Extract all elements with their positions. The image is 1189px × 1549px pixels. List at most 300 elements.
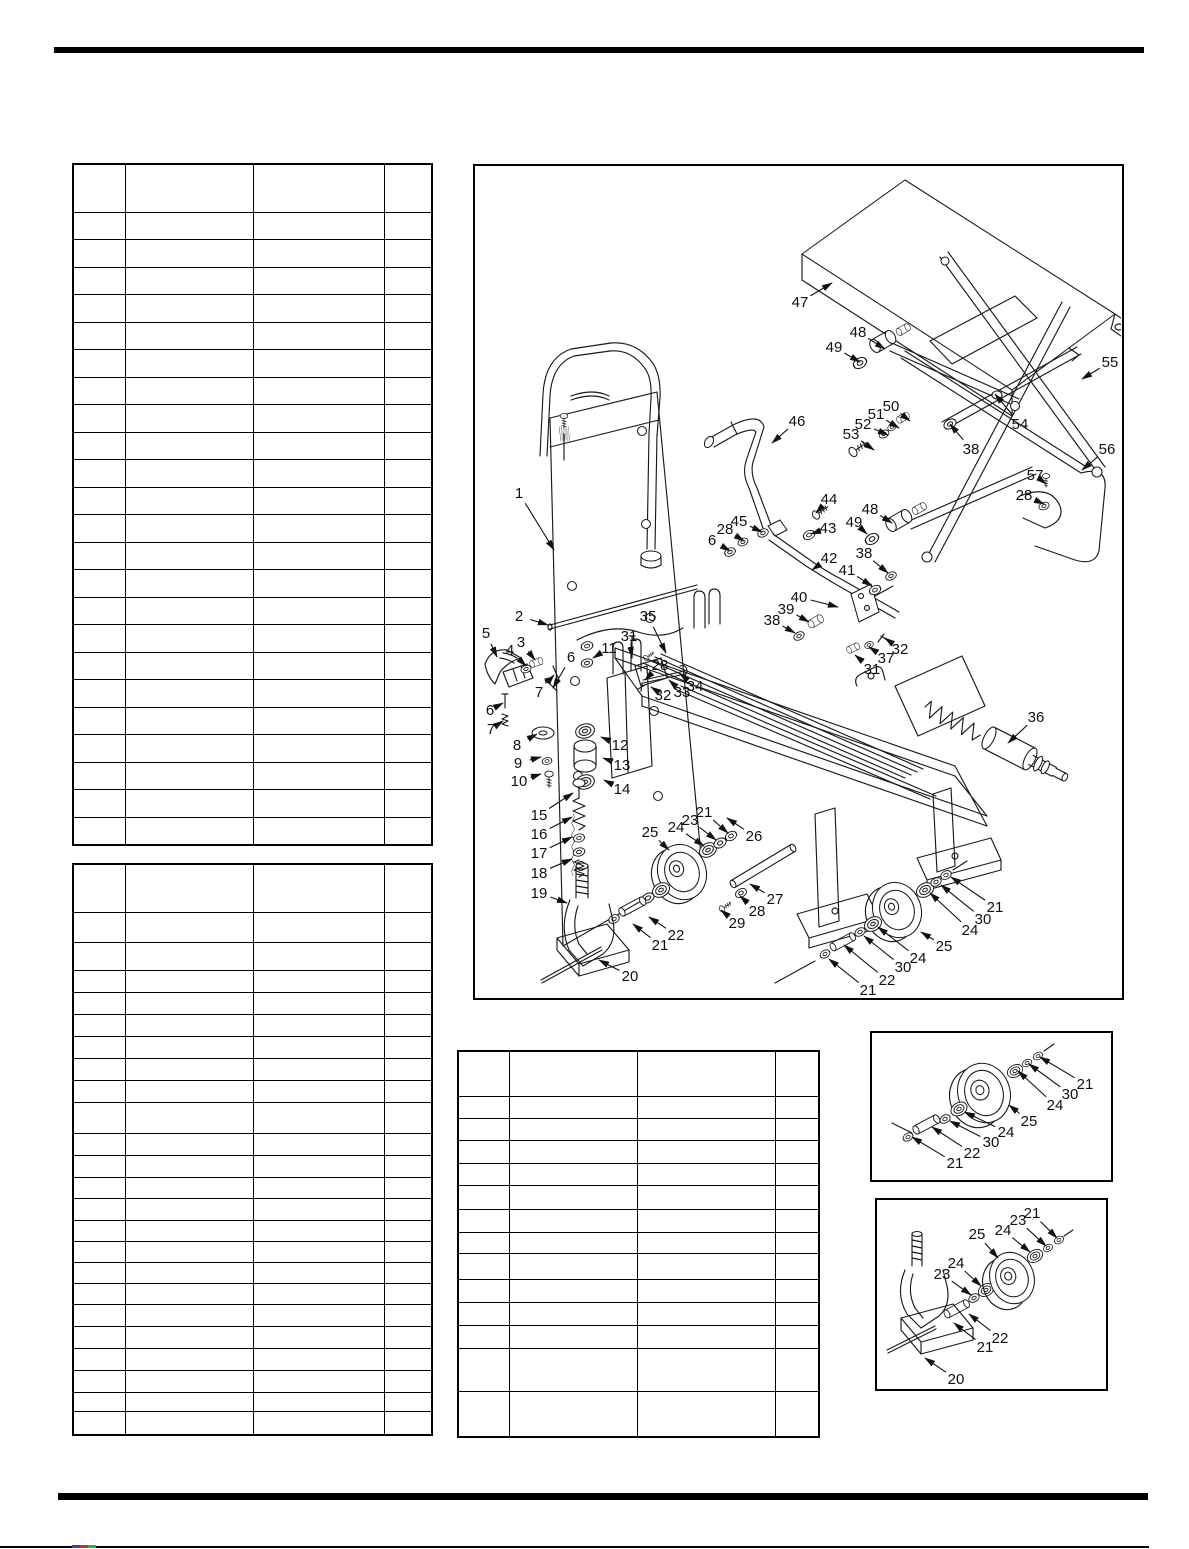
table-cell <box>775 1096 819 1118</box>
part-number-label: 38 <box>962 441 980 458</box>
label-leader-arrow <box>1018 1071 1046 1097</box>
table-header-row <box>458 1051 819 1096</box>
table-cell <box>637 1302 775 1325</box>
part-number-label: 50 <box>882 398 900 415</box>
table-cell <box>384 322 432 350</box>
label-leader-arrow <box>1009 1105 1020 1114</box>
table-cell <box>253 542 384 570</box>
table-cell <box>775 1325 819 1348</box>
table-row <box>458 1253 819 1279</box>
table-cell <box>509 1391 637 1437</box>
pump-handle <box>703 419 771 528</box>
table-row <box>458 1302 819 1325</box>
label-leader-arrow <box>1082 368 1100 379</box>
table-row <box>73 817 432 845</box>
table-cell <box>253 212 384 240</box>
part-number-label: 20 <box>621 968 639 985</box>
table-cell <box>73 377 125 405</box>
table-cell <box>125 1262 253 1283</box>
table-cell <box>253 762 384 790</box>
table-cell <box>73 1155 125 1177</box>
part-number-label: 21 <box>859 982 877 997</box>
label-leader-arrow <box>518 658 526 666</box>
part-number-label: 34 <box>686 678 704 695</box>
part-number-label: 43 <box>819 520 837 537</box>
table-cell <box>125 942 253 970</box>
part-number-label: 51 <box>867 406 885 423</box>
table-cell <box>125 1102 253 1133</box>
part-number-label: 21 <box>695 804 713 821</box>
part-number-label: 25 <box>935 938 953 955</box>
part-number-label: 22 <box>878 972 896 989</box>
table-cell <box>253 1283 384 1304</box>
table-cell <box>253 295 384 323</box>
table-cell <box>509 1253 637 1279</box>
part-number-label: 21 <box>1023 1205 1041 1222</box>
label-leader-arrow <box>1040 1057 1075 1078</box>
table-row <box>73 295 432 323</box>
table-cell <box>125 267 253 295</box>
table-cell <box>253 570 384 598</box>
label-leader-arrow <box>669 680 673 684</box>
part-number-label: 42 <box>820 550 838 567</box>
table-header-cell <box>458 1051 509 1096</box>
table-cell <box>384 212 432 240</box>
table-cell <box>384 1102 432 1133</box>
table-cell <box>637 1279 775 1302</box>
table-row <box>73 1014 432 1036</box>
part-number-label: 52 <box>854 416 872 433</box>
label-leader-arrow <box>550 817 572 829</box>
table-row <box>73 625 432 653</box>
label-leader-arrow <box>651 687 653 688</box>
table-row <box>73 432 432 460</box>
part-number-label: 22 <box>991 1330 1009 1347</box>
table-cell <box>253 1133 384 1155</box>
table-cell <box>125 1155 253 1177</box>
table-cell <box>253 405 384 433</box>
label-leader-arrow <box>750 526 762 532</box>
label-leader-arrow <box>633 924 651 938</box>
table-cell <box>384 542 432 570</box>
table-cell <box>775 1391 819 1437</box>
table-cell <box>73 1177 125 1198</box>
label-leader-arrow <box>863 530 867 534</box>
table-cell <box>458 1302 509 1325</box>
part-number-label: 48 <box>861 501 879 518</box>
part-number-label: 57 <box>1026 467 1044 484</box>
table-row <box>73 735 432 763</box>
table-cell <box>637 1348 775 1391</box>
part-number-label: 16 <box>530 826 548 843</box>
table-cell <box>73 1326 125 1348</box>
table-cell <box>384 912 432 942</box>
part-number-label: 38 <box>855 545 873 562</box>
label-leader-arrow <box>912 1137 945 1157</box>
table-row <box>73 240 432 268</box>
table-row <box>73 652 432 680</box>
table-cell <box>458 1163 509 1185</box>
label-leader-arrow <box>530 757 541 760</box>
label-leader-arrow <box>810 283 832 296</box>
table-cell <box>384 267 432 295</box>
part-number-label: 18 <box>530 865 548 882</box>
table-cell <box>253 1080 384 1102</box>
table-cell <box>253 1036 384 1058</box>
table-row <box>73 707 432 735</box>
table-row <box>458 1163 819 1185</box>
part-number-label: 30 <box>1061 1086 1079 1103</box>
table-cell <box>384 970 432 992</box>
table-cell <box>125 350 253 378</box>
label-leader-arrow <box>1008 725 1027 743</box>
table-row <box>458 1325 819 1348</box>
table-cell <box>637 1325 775 1348</box>
table-cell <box>775 1348 819 1391</box>
table-cell <box>384 515 432 543</box>
table-cell <box>125 1036 253 1058</box>
label-leader-arrow <box>547 675 554 683</box>
table-cell <box>253 1058 384 1080</box>
table-cell <box>73 212 125 240</box>
parts-table-3 <box>457 1050 820 1438</box>
part-number-label: 5 <box>481 625 491 642</box>
table-row <box>73 515 432 543</box>
table-cell <box>125 295 253 323</box>
table-cell <box>125 817 253 845</box>
table-cell <box>253 652 384 680</box>
table-cell <box>125 1014 253 1036</box>
table-cell <box>73 570 125 598</box>
table-row <box>73 1058 432 1080</box>
part-number-label: 21 <box>976 1339 994 1356</box>
table-cell <box>637 1391 775 1437</box>
table-header-cell <box>384 164 432 212</box>
table-cell <box>73 817 125 845</box>
part-number-label: 8 <box>512 737 522 754</box>
table-cell <box>73 1241 125 1262</box>
table-cell <box>384 1304 432 1326</box>
table-cell <box>458 1232 509 1253</box>
table-cell <box>125 1177 253 1198</box>
table-cell <box>384 240 432 268</box>
label-leader-arrow <box>659 840 669 850</box>
table-cell <box>509 1163 637 1185</box>
table-cell <box>253 460 384 488</box>
table-cell <box>125 1326 253 1348</box>
table-cell <box>384 460 432 488</box>
part-number-label: 4 <box>505 642 515 659</box>
label-leader-arrow <box>501 721 503 722</box>
table-row <box>73 1036 432 1058</box>
table-cell <box>125 377 253 405</box>
table-row <box>73 1102 432 1133</box>
label-leader-arrow <box>954 1323 976 1340</box>
table-cell <box>73 790 125 818</box>
label-leader-arrow <box>965 1271 981 1286</box>
caster-detail-art <box>887 1230 1073 1354</box>
table-cell <box>384 942 432 970</box>
part-number-label: 22 <box>667 927 685 944</box>
exploded-diagram-box <box>473 164 1124 1000</box>
table-cell <box>384 1036 432 1058</box>
table-cell <box>509 1279 637 1302</box>
part-number-label: 24 <box>961 922 979 939</box>
part-number-label: 21 <box>946 1155 964 1172</box>
table-cell <box>73 267 125 295</box>
table-cell <box>384 295 432 323</box>
table-cell <box>125 515 253 543</box>
table-cell <box>73 515 125 543</box>
table-cell <box>253 377 384 405</box>
table-cell <box>253 240 384 268</box>
label-leader-arrow <box>844 353 860 362</box>
table-cell <box>384 762 432 790</box>
label-leader-arrow <box>811 600 838 607</box>
table-cell <box>384 1262 432 1283</box>
table-cell <box>125 460 253 488</box>
table-cell <box>509 1209 637 1232</box>
part-number-label: 6 <box>707 532 717 549</box>
table-cell <box>73 542 125 570</box>
table-cell <box>253 1370 384 1392</box>
label-leader-arrow <box>530 774 541 777</box>
label-leader-arrow <box>549 793 573 808</box>
label-leader-arrow <box>593 654 599 658</box>
table-cell <box>73 1133 125 1155</box>
table-cell <box>384 817 432 845</box>
table-cell <box>509 1140 637 1163</box>
table-cell <box>384 1014 432 1036</box>
label-leader-arrow <box>550 897 567 903</box>
table-row <box>73 1198 432 1220</box>
part-number-label: 15 <box>530 807 548 824</box>
table-cell <box>73 707 125 735</box>
label-leader-arrow <box>700 827 716 840</box>
table-cell <box>125 735 253 763</box>
table-cell <box>253 970 384 992</box>
part-number-label: 44 <box>820 491 838 508</box>
part-number-label: 49 <box>845 514 863 531</box>
table-row <box>73 1133 432 1155</box>
table-header-cell <box>509 1051 637 1096</box>
table-cell <box>125 970 253 992</box>
table-cell <box>384 652 432 680</box>
table-cell <box>253 1304 384 1326</box>
table-cell <box>125 597 253 625</box>
table-cell <box>253 1198 384 1220</box>
part-number-label: 1 <box>514 485 524 502</box>
part-number-label: 35 <box>639 608 657 625</box>
table-cell <box>73 1220 125 1241</box>
scan-artifact-speck <box>72 1545 80 1548</box>
table-header-cell <box>384 864 432 912</box>
table-cell <box>73 1014 125 1036</box>
table-row <box>73 1283 432 1304</box>
table-cell <box>125 1304 253 1326</box>
part-number-label: 30 <box>894 959 912 976</box>
bottom-rule <box>58 1493 1148 1500</box>
table-cell <box>384 487 432 515</box>
table-header-cell <box>253 864 384 912</box>
table-cell <box>73 1102 125 1133</box>
table-cell <box>637 1118 775 1140</box>
table-cell <box>73 652 125 680</box>
label-leader-arrow <box>844 945 878 972</box>
table-cell <box>384 1133 432 1155</box>
table-cell <box>73 1262 125 1283</box>
label-leader-arrow <box>603 758 611 761</box>
table-cell <box>384 1411 432 1435</box>
part-number-label: 30 <box>982 1134 1000 1151</box>
table-cell <box>637 1140 775 1163</box>
table-cell <box>253 707 384 735</box>
table-cell <box>253 1014 384 1036</box>
table-row <box>458 1140 819 1163</box>
table-cell <box>637 1163 775 1185</box>
table-cell <box>775 1253 819 1279</box>
table-cell <box>73 1058 125 1080</box>
part-number-label: 28 <box>716 521 734 538</box>
part-number-label: 23 <box>1009 1212 1027 1229</box>
table-cell <box>253 942 384 970</box>
table-row <box>73 762 432 790</box>
table-row <box>73 542 432 570</box>
part-number-label: 2 <box>514 608 524 625</box>
label-leader-arrow <box>686 834 704 846</box>
table-cell <box>458 1096 509 1118</box>
table-row <box>73 570 432 598</box>
part-number-label: 28 <box>1015 487 1033 504</box>
table-cell <box>73 1036 125 1058</box>
table-header-cell <box>637 1051 775 1096</box>
table-cell <box>253 1220 384 1241</box>
table-cell <box>509 1118 637 1140</box>
table-cell <box>384 1177 432 1198</box>
table-cell <box>637 1209 775 1232</box>
part-number-label: 6 <box>566 649 576 666</box>
table-row <box>73 1370 432 1392</box>
part-number-label: 32 <box>891 641 909 658</box>
table-cell <box>775 1118 819 1140</box>
part-number-label: 31 <box>620 628 638 645</box>
part-number-label: 23 <box>681 812 699 829</box>
table-cell <box>125 762 253 790</box>
label-leader-arrow <box>1027 1228 1046 1246</box>
label-leader-arrow <box>740 896 748 903</box>
table-cell <box>125 405 253 433</box>
part-number-label: 41 <box>838 562 856 579</box>
table-cell <box>775 1279 819 1302</box>
part-number-label: 45 <box>730 513 748 530</box>
table-cell <box>125 912 253 942</box>
label-leader-arrow <box>772 429 788 443</box>
table-cell <box>73 735 125 763</box>
table-cell <box>253 1241 384 1262</box>
table-header-cell <box>125 164 253 212</box>
table-cell <box>458 1279 509 1302</box>
table-cell <box>125 992 253 1014</box>
table-cell <box>509 1185 637 1209</box>
table-row <box>458 1209 819 1232</box>
part-number-label: 22 <box>963 1145 981 1162</box>
part-number-label: 38 <box>763 612 781 629</box>
table-cell <box>253 1155 384 1177</box>
table-cell <box>125 487 253 515</box>
table-cell <box>253 1411 384 1435</box>
table-cell <box>125 1411 253 1435</box>
table-cell <box>253 515 384 543</box>
table-cell <box>125 322 253 350</box>
label-leader-arrow <box>864 936 894 960</box>
table-cell <box>253 267 384 295</box>
table-row <box>73 1348 432 1370</box>
table-cell <box>73 597 125 625</box>
table-row <box>73 790 432 818</box>
table-cell <box>775 1140 819 1163</box>
table-cell <box>384 1392 432 1411</box>
table-cell <box>384 735 432 763</box>
table-cell <box>458 1391 509 1437</box>
part-number-label: 6 <box>485 702 495 719</box>
table-row <box>73 212 432 240</box>
table-row <box>73 405 432 433</box>
part-number-label: 14 <box>613 781 631 798</box>
part-number-label: 11 <box>601 640 617 657</box>
table-cell <box>73 350 125 378</box>
table-cell <box>637 1185 775 1209</box>
table-cell <box>637 1096 775 1118</box>
part-number-label: 55 <box>1101 354 1119 371</box>
part-number-label: 32 <box>654 687 672 704</box>
table-cell <box>73 405 125 433</box>
part-number-label: 21 <box>986 899 1004 916</box>
table-cell <box>125 240 253 268</box>
table-cell <box>73 295 125 323</box>
label-leader-arrow <box>985 1243 998 1258</box>
table-cell <box>125 1058 253 1080</box>
table-row <box>73 460 432 488</box>
table-cell <box>775 1209 819 1232</box>
table-cell <box>384 625 432 653</box>
table-cell <box>125 1241 253 1262</box>
table-cell <box>73 322 125 350</box>
part-number-label: 30 <box>974 911 992 928</box>
wheel-detail-box <box>870 1031 1113 1182</box>
table-cell <box>73 1283 125 1304</box>
part-number-label: 21 <box>1076 1076 1094 1093</box>
table-row <box>458 1185 819 1209</box>
part-number-label: 25 <box>968 1226 986 1243</box>
table-cell <box>509 1232 637 1253</box>
table-cell <box>384 350 432 378</box>
parts-table-1 <box>72 163 433 846</box>
table-row <box>73 680 432 708</box>
table-header-cell <box>73 864 125 912</box>
table-cell <box>775 1163 819 1185</box>
part-number-label: 17 <box>530 845 548 862</box>
part-number-label: 24 <box>997 1124 1015 1141</box>
part-number-label: 40 <box>790 589 808 606</box>
label-leader-arrow <box>604 780 611 784</box>
table-row <box>73 942 432 970</box>
table-header-cell <box>73 164 125 212</box>
table-header-row <box>73 164 432 212</box>
table-cell <box>253 350 384 378</box>
table-cell <box>253 1348 384 1370</box>
table-cell <box>125 625 253 653</box>
label-leader-arrow <box>952 1281 971 1295</box>
